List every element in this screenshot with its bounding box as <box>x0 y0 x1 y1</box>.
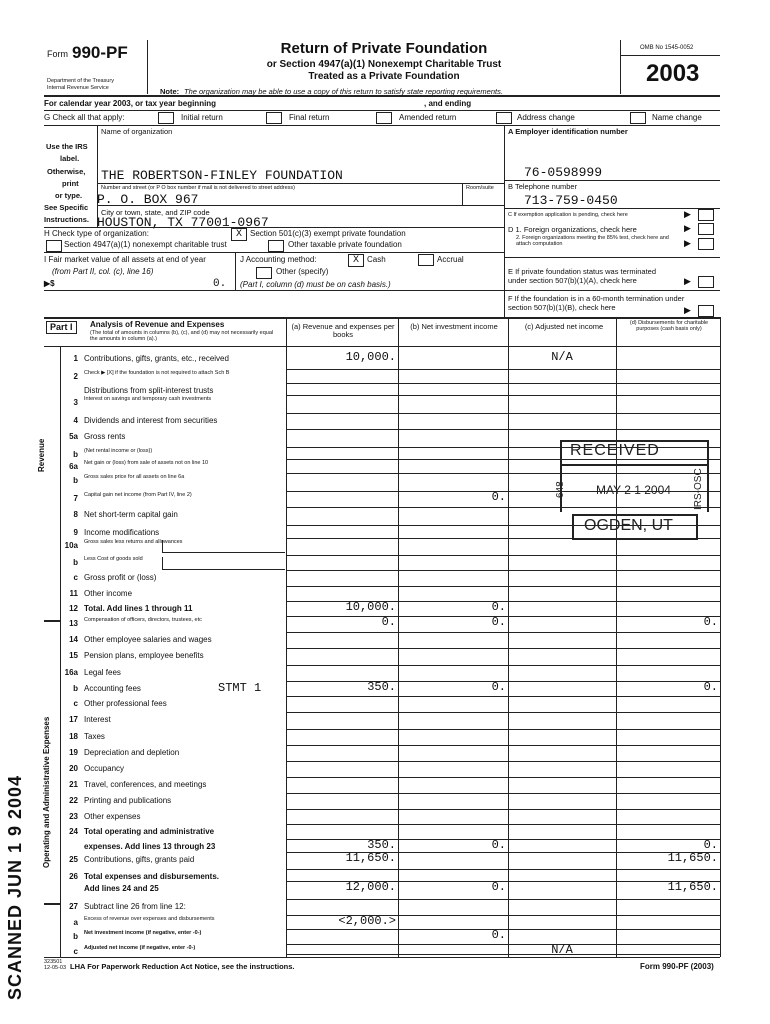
row-divider <box>286 745 720 746</box>
line-number: 23 <box>69 812 78 821</box>
initial-return-checkbox[interactable] <box>158 112 174 124</box>
row-divider <box>286 383 720 384</box>
line-a-value[interactable]: 350. <box>367 838 396 852</box>
line-b-value[interactable]: 0. <box>491 600 506 614</box>
footer-lha: LHA For Paperwork Reduction Act Notice, see the instructions. <box>70 962 295 971</box>
line-number: a <box>73 918 78 927</box>
line-label: Printing and publications <box>84 796 172 805</box>
line-label: Contributions, gifts, grants, etc., received <box>84 354 229 363</box>
ein-label: A Employer identification number <box>508 127 628 136</box>
line-label: Net short-term capital gain <box>84 510 178 519</box>
fmv-value[interactable]: 0. <box>213 278 227 290</box>
line-number: 27 <box>69 902 78 911</box>
line-d-value[interactable]: 0. <box>703 615 718 629</box>
irs-label-5: or type. <box>55 191 83 200</box>
received-stamp-right-code: IRS-OSC <box>693 468 704 510</box>
org-type-label: H Check type of organization: <box>44 229 149 238</box>
form-title: Return of Private Foundation <box>280 40 488 57</box>
footer-form: Form 990-PF (2003) <box>640 962 714 971</box>
final-return-label: Final return <box>289 113 330 122</box>
line-label: Check ▶ [X] if the foundation is not required to attach Sch B <box>84 370 230 376</box>
line-label: Compensation of officers, directors, trustees, etc <box>84 617 202 623</box>
org-name-label: Name of organization <box>101 127 173 136</box>
line-number: 1 <box>73 354 78 363</box>
city-state-zip[interactable]: HOUSTON, TX 77001-0967 <box>97 215 269 230</box>
termination-60-month-checkbox[interactable] <box>698 305 714 317</box>
check-row-label: G Check all that apply: <box>44 113 125 122</box>
line-b-value[interactable]: 0. <box>491 838 506 852</box>
line-label: Contributions, gifts, grants paid <box>84 855 195 864</box>
line-number: 14 <box>69 635 78 644</box>
part1-title: Analysis of Revenue and Expenses <box>90 320 225 329</box>
row-divider <box>286 429 720 430</box>
line-label: expenses. Add lines 13 through 23 <box>84 842 216 851</box>
phone-value[interactable]: 713-759-0450 <box>524 193 618 208</box>
line-label: Other employee salaries and wages <box>84 635 212 644</box>
line-label: Less Cost of goods sold <box>84 556 143 562</box>
line-number: 8 <box>73 510 78 519</box>
line-b-value[interactable]: 0. <box>491 490 506 504</box>
irs-label-6: See Specific <box>44 203 89 212</box>
line-b-value[interactable]: 0. <box>491 928 506 942</box>
line-label: Travel, conferences, and meetings <box>84 780 207 789</box>
footer-code: 323501 12-05-03 <box>44 959 67 972</box>
line-label: Depreciation and depletion <box>84 748 180 757</box>
line-number: 7 <box>73 494 78 503</box>
other-method-label: Other (specify) <box>276 267 329 276</box>
arrow-icon: ▶ <box>684 209 691 219</box>
line-number: b <box>73 476 78 485</box>
line-number: c <box>73 947 78 956</box>
line-a-value[interactable]: 11,650. <box>345 851 396 865</box>
line-a-value[interactable]: 12,000. <box>345 880 396 894</box>
line-label: Legal fees <box>84 668 121 677</box>
line-number: 17 <box>69 715 78 724</box>
line-label: Taxes <box>84 732 105 741</box>
line-number: 20 <box>69 764 78 773</box>
line-label: Interest on savings and temporary cash investments <box>84 396 212 402</box>
line-number: 4 <box>73 416 78 425</box>
part1-desc: (The total of amounts in columns (b), (c), and (d) may not necessarily equal the amounts in column (a).) <box>90 330 274 342</box>
ein-value[interactable]: 76-0598999 <box>524 165 603 180</box>
initial-return-label: Initial return <box>181 113 223 122</box>
final-return-checkbox[interactable] <box>266 112 282 124</box>
expenses-side-label: Operating and Administrative Expenses <box>42 716 51 868</box>
exemption-pending-label: C If exemption application is pending, check here <box>508 212 628 218</box>
line-label: Gross rents <box>84 432 126 441</box>
amended-return-label: Amended return <box>399 113 457 122</box>
foreign-org-checkbox[interactable] <box>698 223 714 235</box>
line-number: 6a <box>69 462 78 471</box>
line-label: Interest <box>84 715 111 724</box>
row-divider <box>286 555 720 556</box>
line-label: Occupancy <box>84 764 125 773</box>
row-divider <box>286 869 720 870</box>
cash-basis-note: (Part I, column (d) must be on cash basis.) <box>240 280 391 289</box>
foreign-org-label: D 1. Foreign organizations, check here <box>508 225 637 234</box>
line-number: c <box>73 573 78 582</box>
irs-label-1: Use the IRS <box>46 142 88 151</box>
irs-label-3: Otherwise, <box>47 167 86 176</box>
line-label: Gross sales less returns and allowances <box>84 539 183 545</box>
line-c-value[interactable]: N/A <box>551 350 573 364</box>
other-taxable-checkbox[interactable] <box>268 240 284 252</box>
omb-number: OMB No 1545-0052 <box>640 45 694 51</box>
line-a-value[interactable]: 0. <box>381 615 396 629</box>
row-divider <box>286 899 720 900</box>
received-stamp-title: RECEIVED <box>570 442 660 459</box>
row-divider <box>286 712 720 713</box>
street-address[interactable]: P. O. BOX 967 <box>97 192 199 207</box>
line-number: 9 <box>73 528 78 537</box>
row-divider <box>286 729 720 730</box>
arrow-icon: ▶ <box>684 305 691 315</box>
form-subtitle1: or Section 4947(a)(1) Nonexempt Charitable Trust <box>266 59 502 70</box>
note-label: Note: <box>160 87 180 96</box>
line-label: Total. Add lines 1 through 11 <box>84 604 193 613</box>
line-label: Gross profit or (loss) <box>84 573 157 582</box>
line-d-value[interactable]: 11,650. <box>667 880 718 894</box>
note-text: The organization may be able to use a copy of this return to satisfy state reporting requirements. <box>184 87 503 96</box>
arrow-icon: ▶ <box>684 276 691 286</box>
revenue-side-label: Revenue <box>37 438 46 472</box>
line-number: 24 <box>69 827 78 836</box>
fmv-source-label: (from Part II, col. (c), line 16) <box>52 267 154 276</box>
line-label: Other income <box>84 589 133 598</box>
line-number: b <box>73 932 78 941</box>
line-d-value[interactable]: 0. <box>703 838 718 852</box>
irs-label-2: label. <box>60 154 80 163</box>
line-number: 19 <box>69 748 78 757</box>
accrual-label: Accrual <box>437 255 464 264</box>
received-stamp-left-code: 648 <box>555 481 566 498</box>
line-number: 3 <box>73 398 78 407</box>
line-number: 13 <box>69 619 78 628</box>
line-number: 10a <box>64 541 78 550</box>
line-b-value[interactable]: 0. <box>491 615 506 629</box>
foreign-85-label: 2. Foreign organizations meeting the 85% test, check here and attach computation <box>516 235 669 247</box>
row-divider <box>286 761 720 762</box>
form-subtitle2: Treated as a Private Foundation <box>308 71 460 82</box>
line-label: Income modifications <box>84 528 160 537</box>
line-number: 18 <box>69 732 78 741</box>
form-number: 990-PF <box>72 43 128 62</box>
address-change-checkbox[interactable] <box>496 112 512 124</box>
line-number: c <box>73 699 78 708</box>
line-label: Subtract line 26 from line 12: <box>84 902 186 911</box>
row-divider <box>286 369 720 370</box>
name-change-label: Name change <box>652 113 702 122</box>
col-b-header: (b) Net investment income <box>410 322 498 331</box>
received-stamp-date: MAY 2 1 2004 <box>596 483 671 497</box>
line-number: 16a <box>64 668 78 677</box>
received-stamp-city: OGDEN, UT <box>584 517 673 534</box>
col-c-header: (c) Adjusted net income <box>524 322 604 331</box>
col-d-header: (d) Disbursements for charitable purposes (cash basis only) <box>629 320 709 333</box>
line-label: Adjusted net income (if negative, enter -0-) <box>84 945 196 951</box>
line-label: (Net rental income or (loss)) <box>84 448 153 454</box>
line-label: Total expenses and disbursements. <box>84 872 220 881</box>
col-a-header: (a) Revenue and expenses per books <box>291 322 395 339</box>
status-terminated-label: E If private foundation status was terminated under section 507(b)(1)(A), check here <box>508 267 656 285</box>
line-number: 5a <box>69 432 78 441</box>
status-terminated-checkbox[interactable] <box>698 276 714 288</box>
line-number: 22 <box>69 796 78 805</box>
line-a-value[interactable]: <2,000.> <box>338 914 396 928</box>
termination-60-month-label: F If the foundation is in a 60-month termination under section 507(b)(1)(B), check here <box>508 294 685 312</box>
stmt-reference: STMT 1 <box>218 681 262 695</box>
and-ending: , and ending <box>424 99 472 108</box>
other-taxable-label: Other taxable private foundation <box>288 240 402 249</box>
line-label: Net gain or (loss) from sale of assets not on line 10 <box>84 460 209 466</box>
line-d-value[interactable]: 11,650. <box>667 851 718 865</box>
address-change-label: Address change <box>517 113 575 122</box>
row-divider <box>286 632 720 633</box>
section-501c3-checkbox[interactable]: X <box>231 228 247 241</box>
part1-tag: Part I <box>46 321 77 334</box>
line-number: b <box>73 684 78 693</box>
accrual-checkbox[interactable] <box>418 254 434 266</box>
row-divider <box>286 944 720 945</box>
line-label: Add lines 24 and 25 <box>84 884 159 893</box>
inline-entry-box[interactable] <box>162 557 285 570</box>
section-501c3-label: Section 501(c)(3) exempt private foundation <box>250 229 406 238</box>
arrow-icon: ▶ <box>684 223 691 233</box>
line-label: Gross sales price for all assets on line 6a <box>84 474 185 480</box>
exemption-pending-checkbox[interactable] <box>698 209 714 221</box>
line-number: 11 <box>69 589 78 598</box>
row-divider <box>286 586 720 587</box>
line-a-value[interactable]: 10,000. <box>345 600 396 614</box>
dept-line1: Department of the Treasury <box>47 78 114 84</box>
cash-checkbox[interactable]: X <box>348 254 364 267</box>
line-label: Capital gain net income (from Part IV, line 2) <box>84 492 192 498</box>
line-number: 25 <box>69 855 78 864</box>
row-divider <box>286 793 720 794</box>
tax-year-line: For calendar year 2003, or tax year beginning <box>44 99 217 108</box>
phone-label: B Telephone number <box>508 182 578 191</box>
line-a-value[interactable]: 10,000. <box>345 350 396 364</box>
line-label: Accounting fees <box>84 684 141 693</box>
name-change-checkbox[interactable] <box>630 112 646 124</box>
city-label: City or town, state, and ZIP code <box>101 208 210 217</box>
row-divider <box>286 395 720 396</box>
arrow-icon: ▶ <box>684 238 691 248</box>
org-name[interactable]: THE ROBERTSON-FINLEY FOUNDATION <box>101 168 343 183</box>
row-divider <box>286 665 720 666</box>
line-label: Total operating and administrative <box>84 827 215 836</box>
row-divider <box>286 954 720 955</box>
room-suite-label: Room/suite <box>466 185 494 191</box>
line-b-value[interactable]: 0. <box>491 680 506 694</box>
scanned-stamp: SCANNED JUN 1 9 2004 <box>5 774 25 1000</box>
street-label: Number and street (or P O box number if mail is not delivered to street address) <box>101 185 296 191</box>
line-c-value[interactable]: N/A <box>551 943 573 957</box>
accounting-method-label: J Accounting method: <box>240 255 317 264</box>
line-number: 15 <box>69 651 78 660</box>
line-label: Excess of revenue over expenses and disbursements <box>84 916 215 922</box>
line-number: 2 <box>73 372 78 381</box>
line-a-value[interactable]: 350. <box>367 680 396 694</box>
irs-label-4: print <box>62 179 79 188</box>
line-label: Other professional fees <box>84 699 167 708</box>
line-d-value[interactable]: 0. <box>703 680 718 694</box>
received-stamp <box>552 440 710 538</box>
row-divider <box>286 777 720 778</box>
form-prefix: Form <box>47 49 68 59</box>
line-label: Dividends and interest from securities <box>84 416 218 425</box>
line-number: b <box>73 558 78 567</box>
line-label: Net investment income (if negative, enter -0-) <box>84 930 202 936</box>
foreign-85-checkbox[interactable] <box>698 238 714 250</box>
amended-return-checkbox[interactable] <box>376 112 392 124</box>
section-4947-label: Section 4947(a)(1) nonexempt charitable trust <box>64 240 227 249</box>
line-number: 12 <box>69 604 78 613</box>
line-number: b <box>73 450 78 459</box>
inline-entry-box[interactable] <box>162 540 285 553</box>
other-method-checkbox[interactable] <box>256 267 272 279</box>
line-number: 21 <box>69 780 78 789</box>
section-4947-checkbox[interactable] <box>46 240 62 252</box>
line-label: Pension plans, employee benefits <box>84 651 204 660</box>
fmv-label: I Fair market value of all assets at end of year <box>44 255 206 264</box>
line-number: 26 <box>69 872 78 881</box>
line-label: Other expenses <box>84 812 141 821</box>
fmv-dollar-label: ▶$ <box>44 279 55 288</box>
row-divider <box>286 809 720 810</box>
dept-line2: Internal Revenue Service <box>47 85 109 91</box>
row-divider <box>286 824 720 825</box>
line-b-value[interactable]: 0. <box>491 880 506 894</box>
row-divider <box>286 413 720 414</box>
row-divider <box>286 648 720 649</box>
irs-label-7: Instructions. <box>44 215 90 224</box>
line-label: Distributions from split-interest trusts <box>84 386 214 395</box>
row-divider <box>286 696 720 697</box>
cash-label: Cash <box>367 255 386 264</box>
row-divider <box>286 570 720 571</box>
tax-year: 2003 <box>646 60 700 87</box>
